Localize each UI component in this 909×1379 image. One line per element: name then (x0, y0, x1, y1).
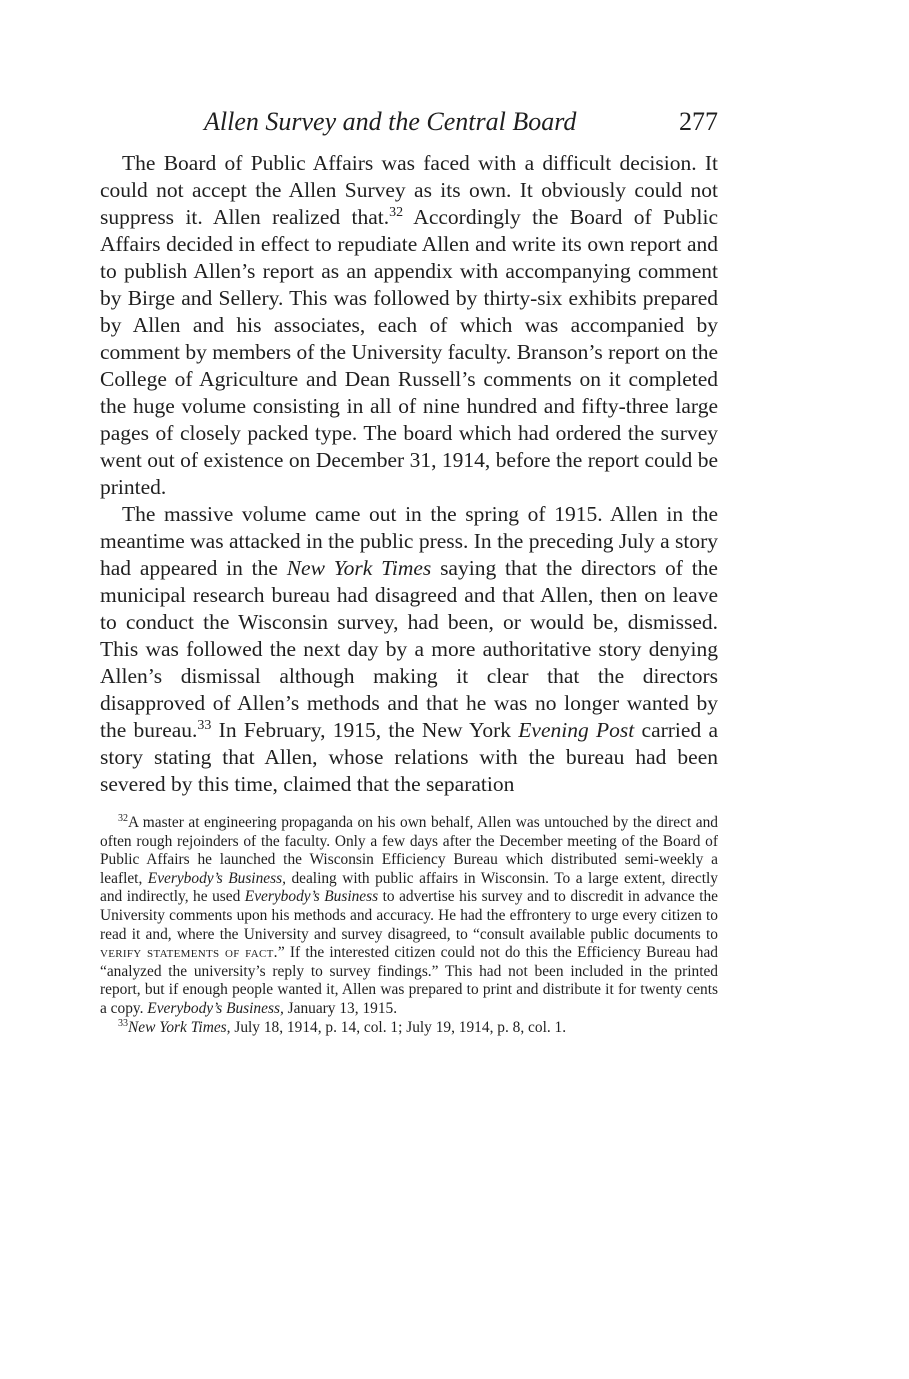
small-caps-phrase: verify statements of fact. (100, 944, 278, 962)
footnote-32-text-d: ” If the interested citizen could not do this the Efficiency Bureau had “analyzed the university’s reply to survey findings.” This had not been included in the printed report, but if enough people wanted it, Allen was prepared to print and distribute it for twenty cents a copy. (100, 944, 718, 1017)
paragraph-2-text-c: In February, 1915, the New York (211, 718, 519, 742)
paragraph-1 (100, 150, 718, 501)
italic-title-nyt: New York Times, (128, 1018, 231, 1036)
footnote-32-text-e: January 13, 1915. (283, 999, 398, 1017)
footnote-ref-32: 32 (389, 204, 404, 220)
italic-everybodys-business: Everybody’s Business, (147, 869, 286, 887)
footnote-number-33: 33 (118, 1017, 128, 1029)
footnote-32-text-c: to advertise his survey and to discredit in advance the University comments upon his methods and accuracy. He had the effrontery to urge every citizen to read it and, where the University and survey disagreed, to “consult available public documents to (100, 888, 718, 943)
footnote-ref-33: 33 (197, 717, 212, 733)
italic-everybodys-business: Everybody’s Business, (147, 999, 284, 1017)
body-text (100, 150, 718, 798)
paragraph-1-text-cont: Accordingly the Board of Public Affairs decided in effect to repudiate Allen and write its own report and to publish Allen’s report as an appendix with accompanying comment by Birge and Sellery. This was followed by thirty-six exhibits prepared by Allen and his associates, each of which was accompanied by comment by members of the University faculty. Branson’s report on the College of Agriculture and Dean Russell’s comments on it completed the huge volume consisting in all of nine hundred and fifty-three large pages of closely packed type. The board which had ordered the survey went out of existence on December 31, 1914, before the report could be printed. (100, 205, 718, 499)
running-title: Allen Survey and the Central Board (204, 107, 577, 136)
running-head (100, 104, 718, 140)
footnote-33-text: July 18, 1914, p. 14, col. 1; July 19, 1914, p. 8, col. 1. (230, 1018, 567, 1036)
footnote-32-text-b: dealing with public affairs in Wisconsin. To a large extent, directly and indirectly, he used (100, 869, 718, 906)
italic-title-nyt: New York Times (286, 556, 432, 580)
paragraph-1-text: The Board of Public Affairs was faced with a difficult decision. It could not accept the Allen Survey as its own. It obviously could not suppress it. Allen realized that. (100, 151, 718, 229)
paragraph-2 (100, 501, 718, 798)
footnotes (100, 814, 718, 1037)
paragraph-2-text: The massive volume came out in the spring of 1915. Allen in the meantime was attacked in the public press. In the preceding July a story had appeared in the (100, 502, 718, 580)
page-number: 277 (679, 107, 718, 136)
book-page (100, 104, 718, 1037)
italic-everybodys-business: Everybody’s Business (244, 888, 379, 906)
paragraph-2-text-d: carried a story stating that Allen, whose relations with the bureau had been severed by this time, claimed that the separation (100, 718, 719, 796)
footnote-number-32: 32 (118, 812, 128, 824)
footnote-32 (100, 814, 718, 1019)
footnote-33 (100, 1019, 718, 1038)
paragraph-2-text-b: saying that the directors of the municipal research bureau had disagreed and that Allen, then on leave to conduct the Wisconsin survey, had been, or would be, dismissed. This was followed the next day by a more authoritative story denying Allen’s dismissal although making it clear that the directors disapproved of Allen’s methods and that he was no longer wanted by the bureau. (100, 556, 718, 742)
italic-title-evening-post: Evening Post (518, 718, 635, 742)
footnote-32-text: A master at engineering propaganda on his own behalf, Allen was untouched by the direct and often rough rejoinders of the faculty. Only a few days after the December meeting of the Board of Public Affairs he launched the Wisconsin Efficiency Bureau which distributed semi-weekly a leaflet, (100, 814, 718, 887)
